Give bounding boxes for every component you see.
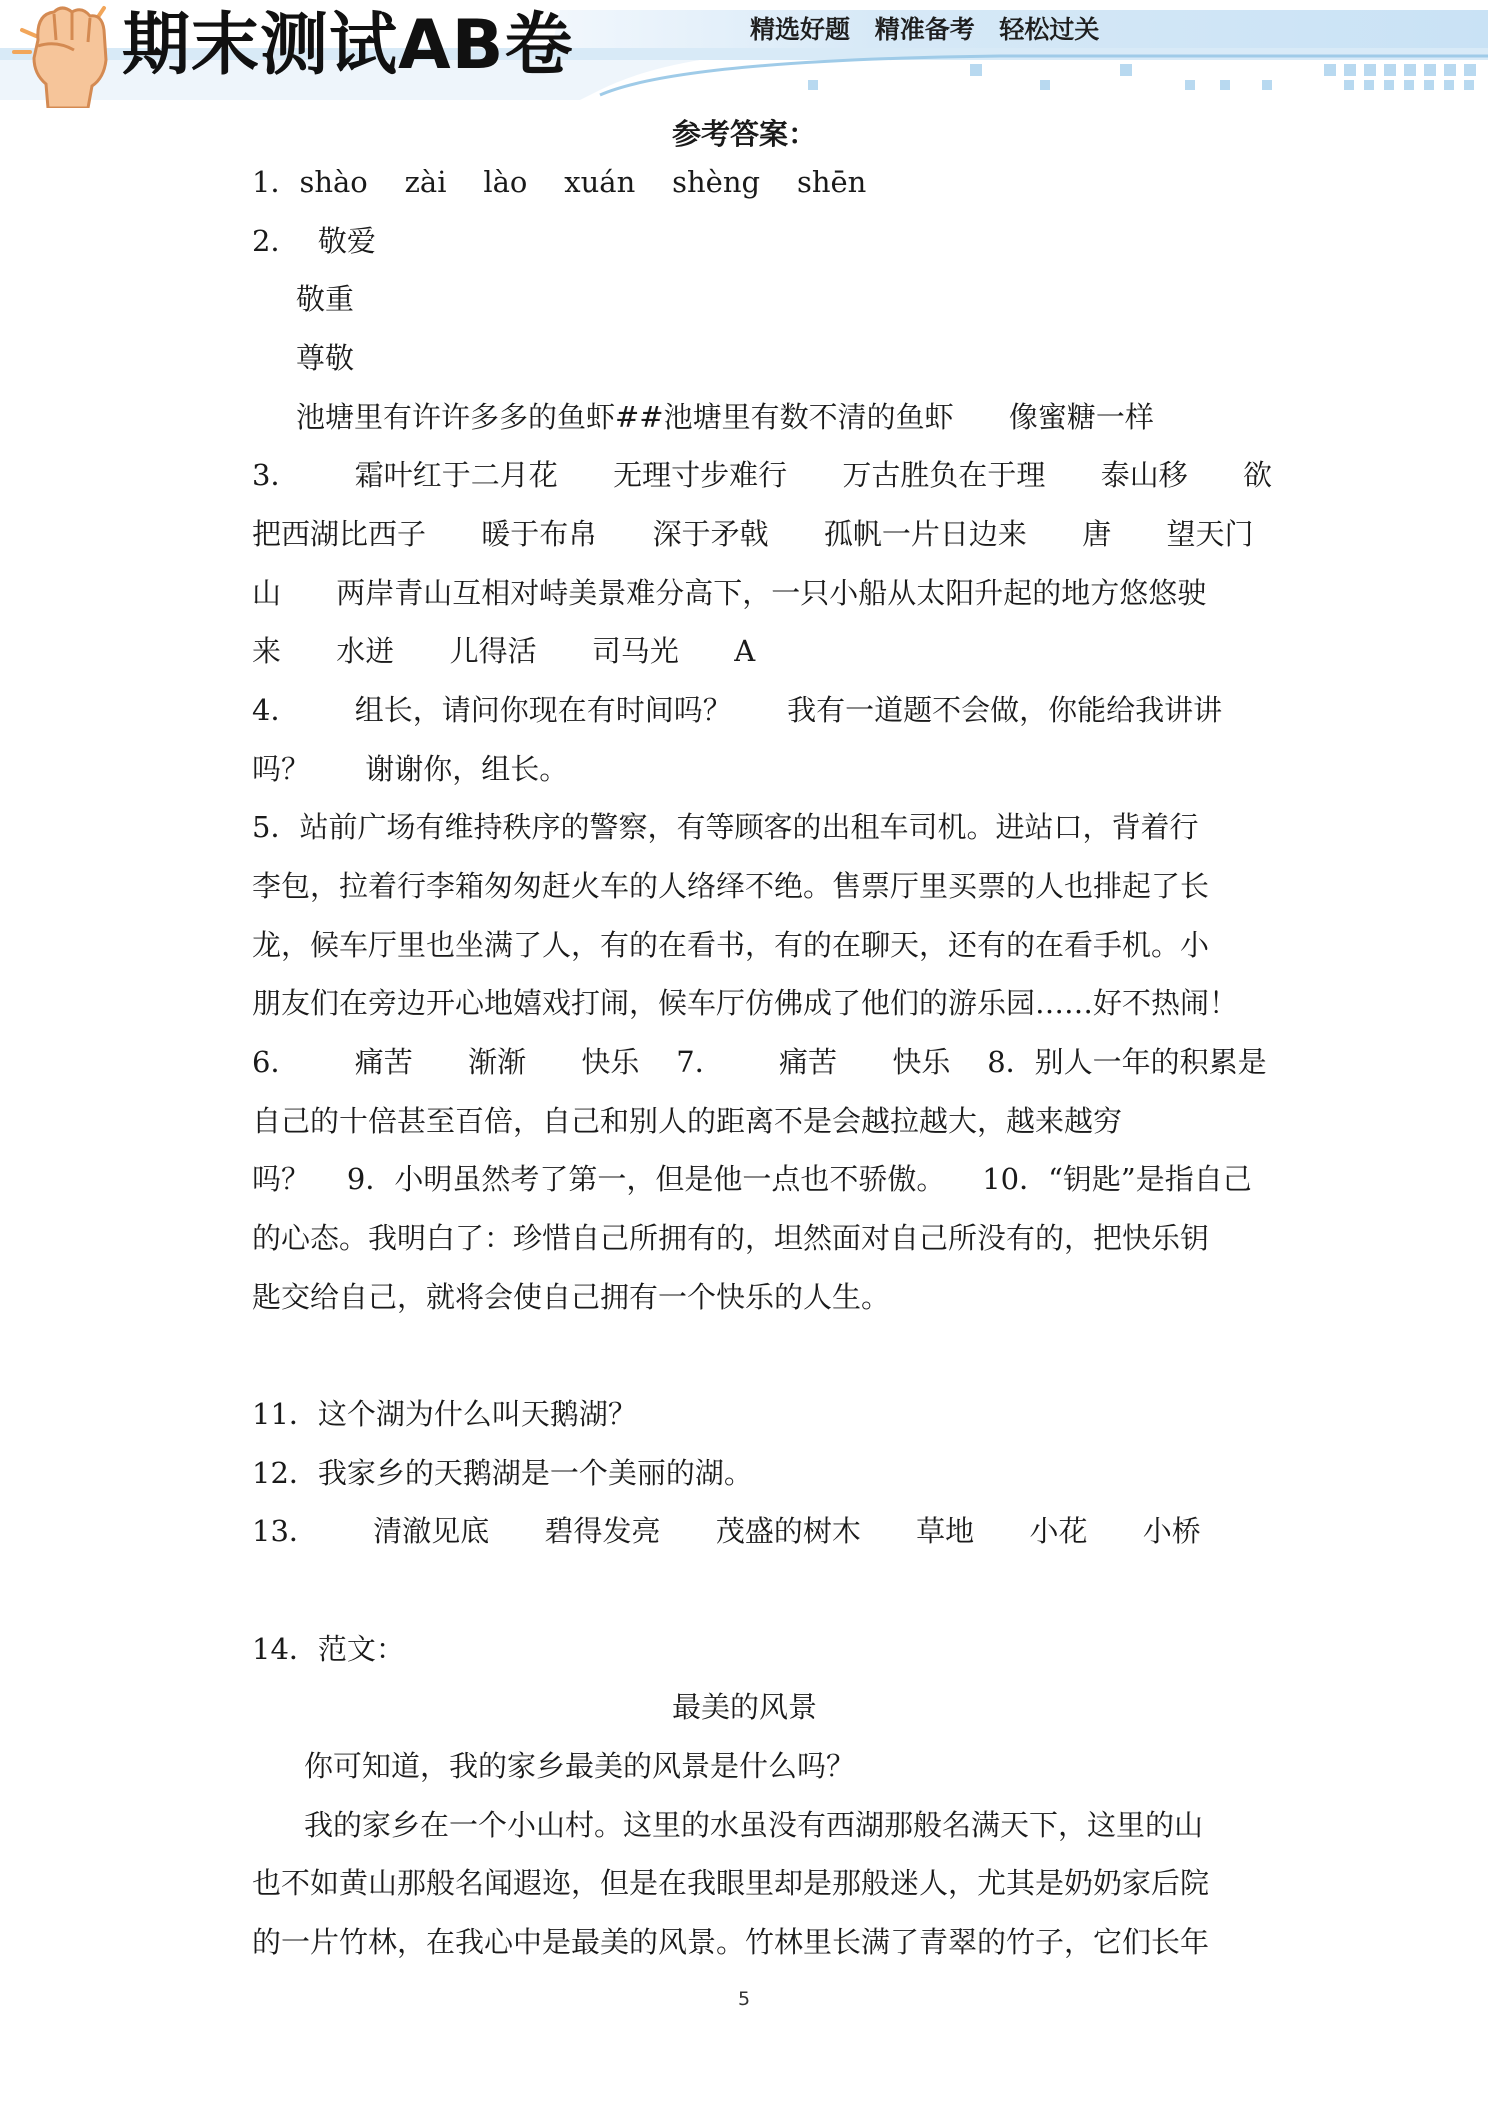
essay-line: 我的家乡在一个小山村。这里的水虽没有西湖那般名满天下，这里的山 — [304, 1808, 1204, 1842]
answer-line: 13． 清澈见底 碧得发亮 茂盛的树木 草地 小花 小桥 — [252, 1514, 1201, 1548]
answer-line: 李包，拉着行李箱匆匆赶火车的人络绎不绝。售票厅里买票的人也排起了长 — [252, 869, 1210, 903]
answer-line: 1．shào zài lào xuán shèng shēn — [252, 165, 867, 199]
answer-line: 的心态。我明白了：珍惜自己所拥有的，坦然面对自己所没有的，把快乐钥 — [252, 1221, 1210, 1255]
essay-line: 你可知道，我的家乡最美的风景是什么吗？ — [304, 1749, 856, 1783]
answer-line: 山 两岸青山互相对峙美景难分高下，一只小船从太阳升起的地方悠悠驶 — [252, 576, 1207, 610]
answer-line: 自己的十倍甚至百倍，自己和别人的距离不是会越拉越大，越来越穷 — [252, 1104, 1123, 1138]
answer-line: 尊敬 — [296, 341, 355, 375]
answer-line: 5．站前广场有维持秩序的警察，有等顾客的出租车司机。进站口，背着行 — [252, 810, 1199, 844]
answer-line: 龙，候车厅里也坐满了人，有的在看书，有的在聊天，还有的在看手机。小 — [252, 928, 1210, 962]
banner-title: 期末测试AB卷 — [122, 6, 574, 85]
answer-line: 4． 组长，请问你现在有时间吗？ 我有一道题不会做，你能给我讲讲 — [252, 693, 1223, 727]
page-number: 5 — [737, 1988, 751, 2010]
essay-title: 最美的风景 — [672, 1690, 818, 1724]
answer-line: 把西湖比西子 暖于布帛 深于矛戟 孤帆一片日边来 唐 望天门 — [252, 517, 1254, 551]
essay-line: 也不如黄山那般名闻遐迩，但是在我眼里却是那般迷人，尤其是奶奶家后院 — [252, 1866, 1210, 1900]
answer-line: 敬重 — [296, 282, 355, 316]
answer-line: 匙交给自己，就将会使自己拥有一个快乐的人生。 — [252, 1280, 891, 1314]
answer-line: 来 水迸 儿得活 司马光 A — [252, 634, 756, 668]
answer-line: 吗？ 谢谢你，组长。 — [252, 752, 569, 786]
answer-line: 14．范文： — [252, 1632, 405, 1666]
answer-heading: 参考答案： — [672, 117, 818, 151]
answer-line: 3． 霜叶红于二月花 无理寸步难行 万古胜负在于理 泰山移 欲 — [252, 458, 1272, 492]
answer-line: 池塘里有许许多多的鱼虾##池塘里有数不清的鱼虾 像蜜糖一样 — [296, 400, 1154, 434]
answer-line: 6． 痛苦 渐渐 快乐 7． 痛苦 快乐 8．别人一年的积累是 — [252, 1045, 1267, 1079]
answer-line: 朋友们在旁边开心地嬉戏打闹，候车厅仿佛成了他们的游乐园……好不热闹！ — [252, 986, 1239, 1020]
answer-line: 2． 敬爱 — [252, 224, 376, 258]
answer-line: 12．我家乡的天鹅湖是一个美丽的湖。 — [252, 1456, 753, 1490]
answer-line: 吗？ 9．小明虽然考了第一，但是他一点也不骄傲。 10．“钥匙”是指自己 — [252, 1162, 1252, 1196]
essay-line: 的一片竹林，在我心中是最美的风景。竹林里长满了青翠的竹子，它们长年 — [252, 1925, 1210, 1959]
answer-line: 11．这个湖为什么叫天鹅湖？ — [252, 1397, 637, 1431]
banner-slogan: 精选好题 精准备考 轻松过关 — [750, 15, 1100, 44]
